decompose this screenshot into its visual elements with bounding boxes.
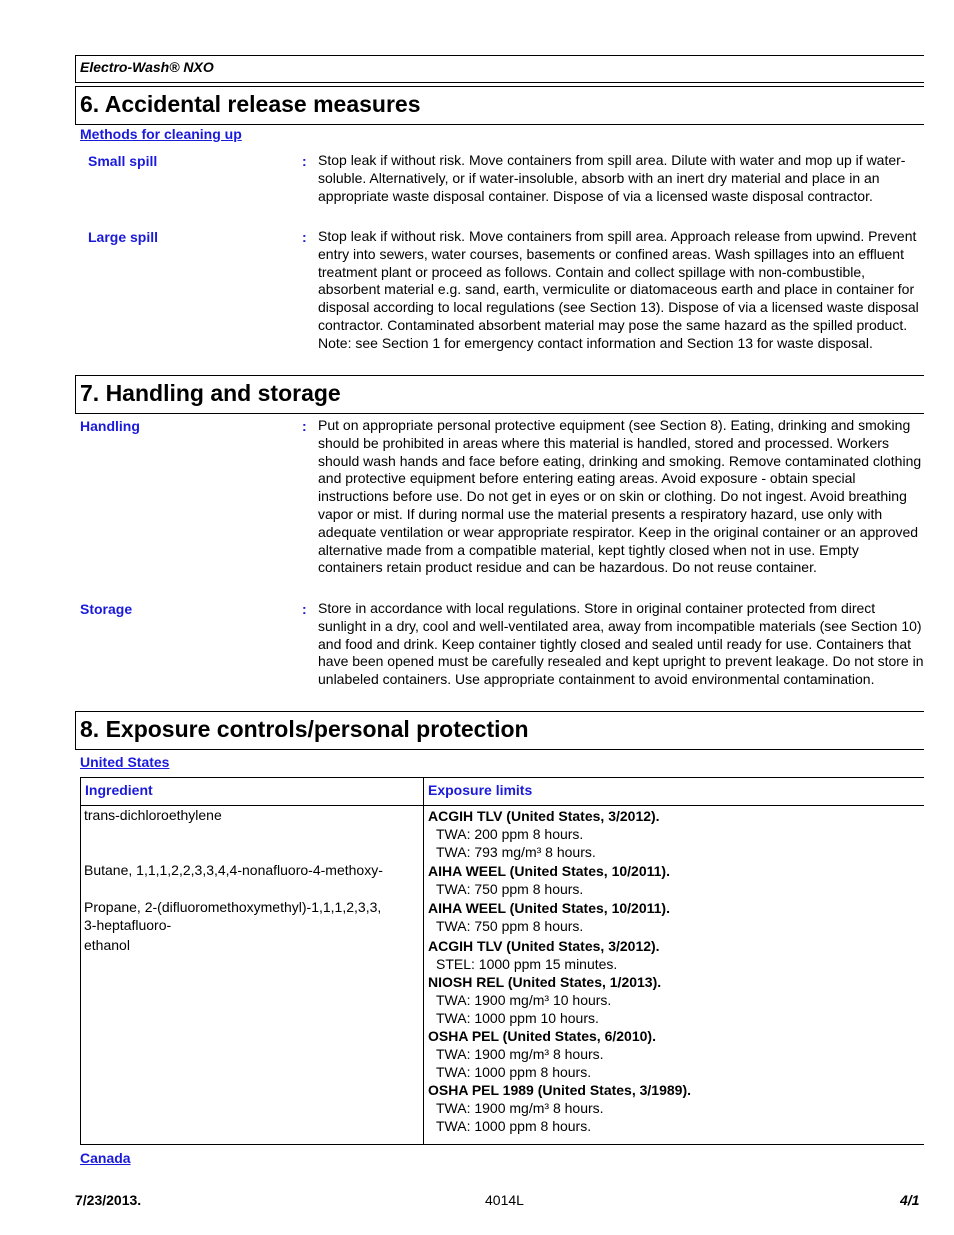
limit-value: TWA: 1000 ppm 8 hours. (436, 1118, 592, 1134)
storage-text: Store in accordance with local regulations. Store in original container protected from direct sunlight in a dry, cool and well-ventilated area, away from incompatible materials (see Section 10) and food and drink. Keep container tightly closed and sealed until ready for use. Containers that have been opened must be carefully resealed and kept upright to prevent leakage. Do not store in unlabeled containers. Use appropriate containment to avoid environmental contamination. (318, 600, 924, 688)
handling-label: Handling (80, 418, 140, 434)
limit-source: ACGIH TLV (United States, 3/2012). (428, 938, 660, 954)
limit-value: TWA: 1000 ppm 8 hours. (436, 1064, 592, 1080)
limit-value: TWA: 1900 mg/m³ 10 hours. (436, 992, 612, 1008)
handling-text: Put on appropriate personal protective equipment (see Section 8). Eating, drinking and smoking should be prohibited in areas where this material is handled, stored and processed. Workers should wash hands and face before eating, drinking and smoking. Remove contaminated clothing and protective equipment before entering eating areas. Avoid exposure - obtain special instructions before use. Do not get in eyes or on skin or clothing. Do not ingest. Avoid breathing vapor or mist. If during normal use the material presents a respiratory hazard, use only with adequate ventilation or wear appropriate respirator. Keep in the original container or an approved alternative made from a compatible material, kept tightly closed when not in use. Empty containers retain product residue and can be hazardous. Do not reuse container. (318, 417, 922, 576)
colon: : (302, 229, 307, 245)
colon: : (302, 153, 307, 169)
ingredient-column-header: Ingredient (85, 782, 153, 798)
section-8-header (75, 711, 924, 750)
limit-value: TWA: 200 ppm 8 hours. (436, 826, 584, 842)
ingredient-cell: ethanol (84, 937, 130, 953)
section-6-header (75, 86, 924, 125)
limit-value: STEL: 1000 ppm 15 minutes. (436, 956, 618, 972)
canada-link[interactable]: Canada (80, 1150, 131, 1166)
table-column-divider (423, 777, 424, 1145)
product-name: Electro-Wash® NXO (80, 59, 214, 75)
limit-source: AIHA WEEL (United States, 10/2011). (428, 863, 670, 879)
footer-date: 7/23/2013. (75, 1192, 142, 1208)
limit-value: TWA: 750 ppm 8 hours. (436, 881, 584, 897)
ingredient-cell: Propane, 2-(difluoromethoxymethyl)-1,1,1,2,3,3, (84, 899, 382, 915)
limit-value: TWA: 1000 ppm 10 hours. (436, 1010, 599, 1026)
methods-cleaning-up-link[interactable]: Methods for cleaning up (80, 126, 242, 142)
footer-page-number: 4/1 (900, 1192, 920, 1208)
limit-source: ACGIH TLV (United States, 3/2012). (428, 808, 660, 824)
united-states-link[interactable]: United States (80, 754, 170, 770)
limit-value: TWA: 750 ppm 8 hours. (436, 918, 584, 934)
limit-source: OSHA PEL (United States, 6/2010). (428, 1028, 656, 1044)
limit-value: TWA: 793 mg/m³ 8 hours. (436, 844, 596, 860)
limit-source: NIOSH REL (United States, 1/2013). (428, 974, 662, 990)
section-7-title: 7. Handling and storage (80, 380, 341, 406)
ingredient-cell: 3-heptafluoro- (84, 917, 172, 933)
limit-entry (428, 807, 924, 861)
section-6-title: 6. Accidental release measures (80, 91, 421, 117)
colon: : (302, 601, 307, 617)
exposure-limits-column-header: Exposure limits (428, 782, 533, 798)
limit-entry (428, 899, 924, 935)
limit-value: TWA: 1900 mg/m³ 8 hours. (436, 1046, 604, 1062)
footer-doc-code: 4014L (485, 1192, 524, 1208)
limit-entry (428, 862, 924, 898)
large-spill-label: Large spill (88, 229, 159, 245)
limit-entry (428, 937, 924, 1135)
ingredient-cell: trans-dichloroethylene (84, 807, 222, 823)
limit-source: OSHA PEL 1989 (United States, 3/1989). (428, 1082, 691, 1098)
storage-label: Storage (80, 601, 133, 617)
colon: : (302, 418, 307, 434)
small-spill-label: Small spill (88, 153, 158, 169)
limit-value: TWA: 1900 mg/m³ 8 hours. (436, 1100, 604, 1116)
section-8-title: 8. Exposure controls/personal protection (80, 716, 529, 742)
table-header-divider (80, 805, 924, 806)
large-spill-text: Stop leak if without risk. Move containers from spill area. Approach release from upwind. Prevent entry into sewers, water courses, basements or confined areas. Wash spillages into an effluent treatment plant or proceed as follows. Contain and collect spillage with non-combustible, absorbent material e.g. sand, earth, vermiculite or diatomaceous earth and place in container for disposal according to local regulations (see Section 13). Dispose of via a licensed waste disposal contractor. Contaminated absorbent material may pose the same hazard as the spilled product. Note: see Section 1 for emergency contact information and Section 13 for waste disposal. (318, 228, 919, 351)
limit-source: AIHA WEEL (United States, 10/2011). (428, 900, 670, 916)
small-spill-text: Stop leak if without risk. Move containers from spill area. Dilute with water and mop up if water-soluble. Alternatively, or if water-insoluble, absorb with an inert dry material and place in an appropriate waste disposal container. Dispose of via a licensed waste disposal contractor. (318, 152, 906, 204)
ingredient-cell: Butane, 1,1,1,2,2,3,3,4,4-nonafluoro-4-methoxy- (84, 862, 383, 878)
section-7-header (75, 375, 924, 414)
